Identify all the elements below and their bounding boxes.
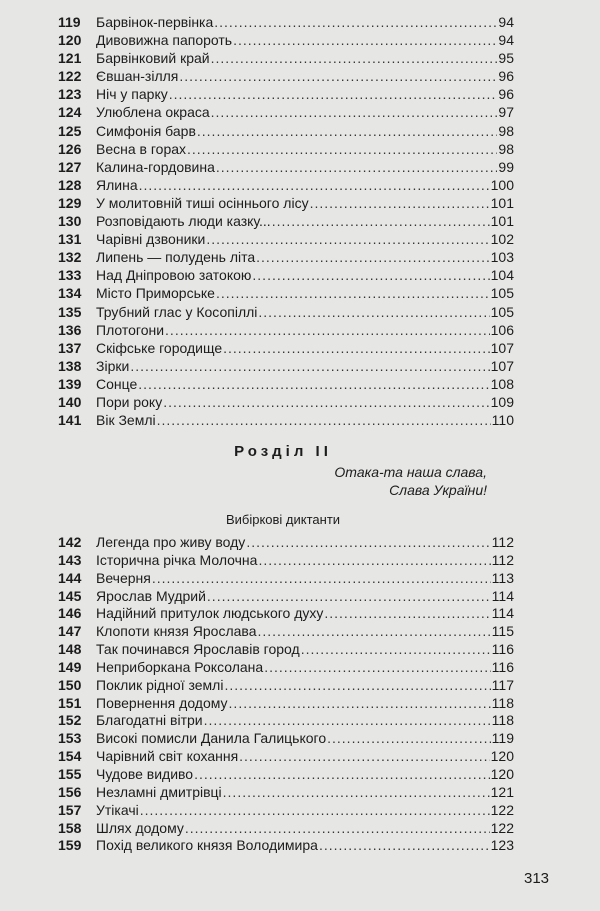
dot-leader — [152, 569, 491, 587]
toc-entry — [58, 49, 514, 67]
toc-entry — [58, 393, 514, 411]
entry-number: 128 — [58, 176, 82, 193]
entry-number: 129 — [58, 194, 82, 211]
entry-page: 97 — [498, 104, 514, 121]
dot-leader — [130, 357, 489, 375]
dot-leader — [139, 176, 490, 194]
dot-leader — [206, 230, 489, 248]
dot-leader — [194, 765, 490, 783]
entry-title: Сонце — [96, 375, 138, 392]
toc-entry — [58, 551, 514, 569]
toc-entry — [58, 85, 514, 103]
dot-leader — [214, 13, 497, 31]
entry-title: Місто Приморське — [96, 285, 215, 302]
section-subheading: Вибіркові диктанти — [225, 512, 341, 527]
entry-number: 138 — [58, 357, 82, 374]
toc-entry — [58, 604, 514, 622]
entry-title: Улюблена окраса — [96, 104, 210, 121]
toc-entry — [58, 747, 514, 765]
entry-number: 150 — [58, 676, 82, 693]
entry-number: 139 — [58, 375, 82, 392]
entry-title: Утікачі — [96, 801, 139, 818]
dot-leader — [211, 103, 498, 121]
entry-page: 96 — [498, 68, 514, 85]
toc-list-part1 — [58, 13, 514, 429]
entry-page: 112 — [491, 534, 514, 550]
toc-entry — [58, 67, 514, 85]
toc-entry — [58, 711, 514, 729]
toc-entry — [58, 266, 514, 284]
entry-page: 100 — [490, 176, 514, 193]
entry-number: 124 — [58, 104, 82, 121]
dot-leader — [246, 533, 490, 551]
entry-title: Чудове видиво — [96, 765, 194, 782]
toc-entry — [58, 303, 514, 321]
dot-leader — [224, 676, 490, 694]
entry-number: 130 — [58, 213, 82, 230]
entry-title: Дивовижна папороть — [96, 32, 233, 49]
toc-entry — [58, 284, 514, 302]
dot-leader — [157, 411, 491, 429]
entry-number: 131 — [58, 231, 82, 248]
entry-title: Скіфське городище — [96, 339, 223, 356]
entry-title: Неприборкана Роксолана — [96, 658, 264, 675]
toc-entry — [58, 357, 514, 375]
entry-title: Барвінок-первінка — [96, 14, 214, 30]
dot-leader — [207, 587, 491, 605]
dot-leader — [229, 694, 491, 712]
entry-number: 155 — [58, 765, 82, 782]
entry-number: 159 — [58, 837, 82, 854]
section-heading: Розділ II — [234, 443, 332, 460]
entry-number: 148 — [58, 641, 82, 658]
entry-number: 143 — [58, 551, 82, 568]
entry-page: 116 — [491, 641, 514, 658]
dot-leader — [256, 248, 490, 266]
entry-title: Ніч у парку — [96, 86, 168, 103]
entry-title: Клопоти князя Ярослава — [96, 623, 257, 640]
toc-entry — [58, 411, 514, 429]
entry-number: 132 — [58, 249, 82, 266]
entry-page: 107 — [490, 357, 514, 374]
dot-leader — [138, 375, 489, 393]
dot-leader — [264, 658, 490, 676]
toc-entry — [58, 819, 514, 837]
entry-page: 94 — [498, 32, 514, 49]
entry-number: 123 — [58, 86, 82, 103]
toc-entry — [58, 176, 514, 194]
entry-page: 117 — [491, 676, 514, 693]
entry-page: 110 — [491, 412, 514, 429]
entry-number: 144 — [58, 569, 82, 586]
entry-title: Так починався Ярославів город — [96, 641, 300, 658]
toc-entry — [58, 676, 514, 694]
dot-leader — [185, 819, 490, 837]
entry-page: 105 — [490, 285, 514, 302]
entry-title: Вечерня — [96, 569, 151, 586]
entry-title: Розповідають люди казку... — [96, 213, 271, 230]
entry-page: 120 — [490, 748, 514, 765]
entry-title: Повернення додому — [96, 694, 228, 711]
toc-entry — [58, 622, 514, 640]
entry-number: 137 — [58, 339, 82, 356]
entry-number: 140 — [58, 393, 82, 410]
entry-page: 105 — [490, 303, 514, 320]
dot-leader — [223, 339, 490, 357]
dot-leader — [239, 747, 489, 765]
entry-number: 126 — [58, 140, 82, 157]
toc-entry — [58, 13, 514, 31]
entry-title: Плотогони — [96, 321, 165, 338]
entry-page: 94 — [498, 14, 514, 30]
entry-page: 101 — [490, 213, 514, 230]
toc-entry — [58, 230, 514, 248]
entry-page: 96 — [498, 86, 514, 103]
entry-number: 122 — [58, 68, 82, 85]
entry-page: 99 — [498, 158, 514, 175]
entry-page: 104 — [490, 267, 514, 284]
entry-title: Ярослав Мудрий — [96, 587, 206, 604]
dot-leader — [187, 140, 497, 158]
dot-leader — [216, 158, 498, 176]
dot-leader — [169, 85, 498, 103]
entry-title: Поклик рідної землі — [96, 676, 224, 693]
entry-title: У молитовній тиші осіннього лісу — [96, 194, 309, 211]
toc-entry — [58, 658, 514, 676]
toc-entry — [58, 783, 514, 801]
dot-leader — [327, 729, 491, 747]
entry-title: Шлях додому — [96, 819, 184, 836]
dot-leader — [197, 122, 498, 140]
dot-leader — [163, 393, 489, 411]
toc-entry — [58, 533, 514, 551]
entry-title: Калина-гордовина — [96, 158, 215, 175]
dot-leader — [319, 836, 490, 854]
entry-title: Історична річка Молочна — [96, 551, 258, 568]
entry-number: 146 — [58, 605, 82, 622]
toc-entry — [58, 587, 514, 605]
entry-title: Липень — полудень літа — [96, 249, 256, 266]
entry-number: 153 — [58, 730, 82, 747]
entry-number: 136 — [58, 321, 82, 338]
entry-title: Трубний глас у Косопіллі — [96, 303, 258, 320]
toc-entry — [58, 765, 514, 783]
entry-number: 147 — [58, 623, 82, 640]
entry-title: Євшан-зілля — [96, 68, 179, 85]
entry-number: 157 — [58, 801, 82, 818]
entry-number: 142 — [58, 534, 82, 550]
page-number: 313 — [524, 870, 550, 887]
entry-page: 115 — [491, 623, 514, 640]
epigraph-line: Слава України! — [389, 482, 487, 498]
toc-list-part2 — [58, 533, 514, 854]
toc-entry — [58, 103, 514, 121]
dot-leader — [257, 622, 490, 640]
dot-leader — [272, 212, 490, 230]
dot-leader — [204, 711, 491, 729]
toc-entry — [58, 640, 514, 658]
toc-entry — [58, 122, 514, 140]
toc-entry — [58, 140, 514, 158]
entry-title: Надійний притулок людського духу — [96, 605, 324, 622]
entry-page: 114 — [491, 587, 514, 604]
entry-number: 141 — [58, 412, 82, 429]
entry-page: 119 — [491, 730, 514, 747]
entry-title: Барвінковий край — [96, 50, 210, 67]
entry-title: Вік Землі — [96, 412, 156, 429]
toc-entry — [58, 801, 514, 819]
entry-number: 156 — [58, 783, 82, 800]
toc-entry — [58, 212, 514, 230]
entry-page: 98 — [498, 140, 514, 157]
entry-page: 120 — [490, 765, 514, 782]
toc-entry — [58, 158, 514, 176]
epigraph-line: Отака-та наша слава, — [334, 464, 487, 480]
entry-title: Пори року — [96, 393, 163, 410]
entry-page: 107 — [490, 339, 514, 356]
dot-leader — [310, 194, 490, 212]
entry-page: 106 — [490, 321, 514, 338]
entry-title: Високі помисли Данила Галицького — [96, 730, 327, 747]
dot-leader — [165, 321, 490, 339]
dot-leader — [258, 303, 489, 321]
entry-title: Симфонія барв — [96, 122, 196, 139]
entry-page: 116 — [491, 658, 514, 675]
dot-leader — [252, 266, 489, 284]
dot-leader — [301, 640, 491, 658]
dot-leader — [211, 49, 498, 67]
dot-leader — [223, 783, 490, 801]
entry-page: 121 — [490, 783, 514, 800]
entry-page: 123 — [490, 837, 514, 854]
entry-page: 95 — [498, 50, 514, 67]
toc-entry — [58, 248, 514, 266]
dot-leader — [258, 551, 490, 569]
toc-entry — [58, 321, 514, 339]
entry-number: 152 — [58, 712, 82, 729]
entry-number: 119 — [58, 14, 81, 30]
toc-entry — [58, 31, 514, 49]
dot-leader — [324, 604, 490, 622]
toc-entry — [58, 194, 514, 212]
entry-title: Похід великого князя Володимира — [96, 837, 318, 854]
toc-entry — [58, 836, 514, 854]
entry-page: 118 — [491, 712, 514, 729]
entry-title: Чарівні дзвоники — [96, 231, 206, 248]
entry-number: 149 — [58, 658, 82, 675]
entry-number: 121 — [58, 50, 82, 67]
dot-leader — [233, 31, 497, 49]
entry-number: 133 — [58, 267, 82, 284]
entry-page: 113 — [491, 569, 514, 586]
entry-title: Легенда про живу воду — [96, 534, 246, 550]
entry-number: 120 — [58, 32, 82, 49]
entry-number: 145 — [58, 587, 82, 604]
entry-title: Зірки — [96, 357, 130, 374]
toc-entry — [58, 729, 514, 747]
entry-page: 118 — [491, 694, 514, 711]
entry-page: 101 — [490, 194, 514, 211]
entry-title: Благодатні вітри — [96, 712, 203, 729]
entry-page: 122 — [490, 801, 514, 818]
dot-leader — [179, 67, 497, 85]
entry-page: 109 — [490, 393, 514, 410]
entry-title: Весна в горах — [96, 140, 187, 157]
entry-number: 135 — [58, 303, 82, 320]
entry-number: 125 — [58, 122, 82, 139]
entry-page: 103 — [490, 249, 514, 266]
entry-page: 112 — [491, 551, 514, 568]
toc-entry — [58, 375, 514, 393]
entry-number: 127 — [58, 158, 82, 175]
dot-leader — [140, 801, 490, 819]
entry-title: Над Дніпровою затокою — [96, 267, 252, 284]
toc-entry — [58, 694, 514, 712]
entry-page: 98 — [498, 122, 514, 139]
entry-number: 158 — [58, 819, 82, 836]
entry-page: 102 — [490, 231, 514, 248]
toc-entry — [58, 569, 514, 587]
entry-number: 151 — [58, 694, 82, 711]
entry-page: 122 — [490, 819, 514, 836]
entry-title: Чарівний світ кохання — [96, 748, 239, 765]
dot-leader — [216, 284, 490, 302]
entry-title: Незламні дмитрівці — [96, 783, 222, 800]
toc-entry — [58, 339, 514, 357]
entry-title: Ялина — [96, 176, 138, 193]
entry-page: 114 — [491, 605, 514, 622]
entry-number: 154 — [58, 748, 82, 765]
entry-number: 134 — [58, 285, 82, 302]
entry-page: 108 — [490, 375, 514, 392]
